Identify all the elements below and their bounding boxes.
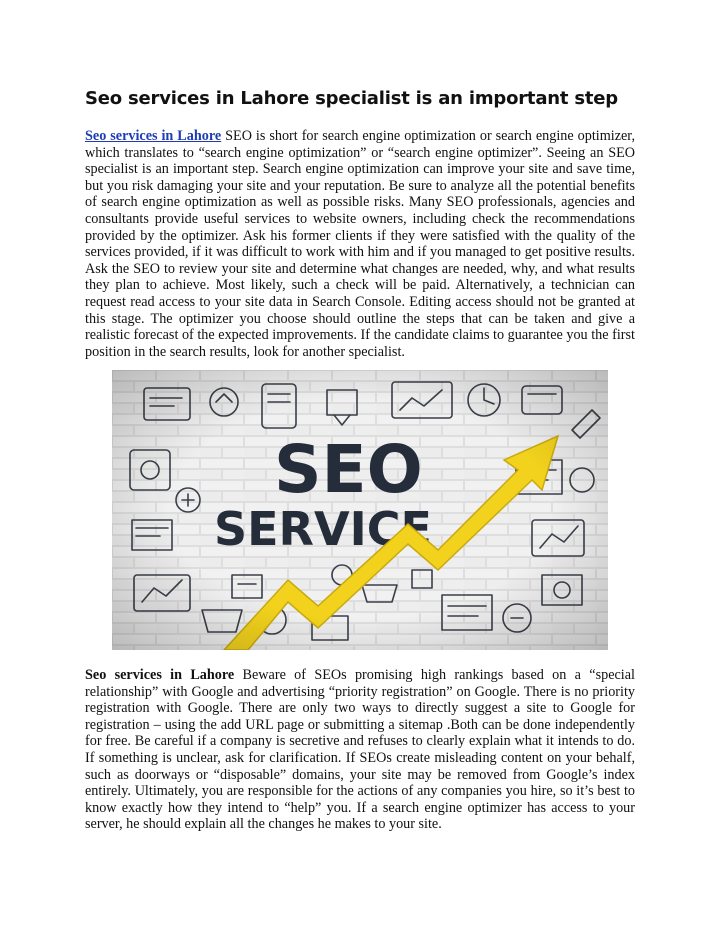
intro-paragraph	[85, 128, 635, 360]
second-paragraph	[85, 667, 635, 833]
page-title: Seo services in Lahore specialist is an important step	[85, 88, 618, 109]
second-paragraph-body: Beware of SEOs promising high rankings based on a “special relationship” with Google and advertising “priority registration” on Google. There is no priority registration with Google. There are only two ways to directly suggest a site to Google for registration – using the add URL page or submitting a sitemap .Both can be done independently for free. Be careful if a company is secretive and refuses to clearly explain what it intends to do. If something is unclear, ask for clarification. If SEOs create misleading content on your behalf, such as doorways or “disposable” domains, your site may be removed from Google’s index entirely. Ultimately, you are responsible for the actions of any companies you hire, so it’s best to know exactly how they intend to “help” you. If a search engine optimizer has access to your server, he should explain all the changes he makes to your site.	[85, 667, 635, 833]
intro-paragraph-body: SEO is short for search engine optimization or search engine optimizer, which translates to “search engine optimization” or “search engine optimizer”. Seeing an SEO specialist is an important step. Search engine optimization can improve your site and save time, but you risk damaging your site and your reputation. Be sure to analyze all the potential benefits of search engine optimization as well as possible risks. Many SEO professionals, agencies and consultants provide useful services to website owners, including check the recommendations provided by the optimizer. Ask his former clients if they were satisfied with the quality of the services provided, if it was difficult to work with him and if you managed to get positive results. Ask the SEO to review your site and determine what changes are needed, why, and what results they plan to achieve. Most likely, such a check will be paid. Alternatively, a technician can request read access to your site data in Search Console. Editing access should not be granted at this stage. The optimizer you choose should outline the steps that can be taken and give a realistic forecast of the expected improvements. If the candidate claims to guarantee you the first position in the search results, look for another specialist.	[85, 128, 635, 360]
seo-service-illustration	[112, 370, 608, 650]
second-paragraph-lead: Seo services in Lahore	[85, 667, 235, 683]
seo-services-link[interactable]: Seo services in Lahore	[85, 128, 222, 144]
